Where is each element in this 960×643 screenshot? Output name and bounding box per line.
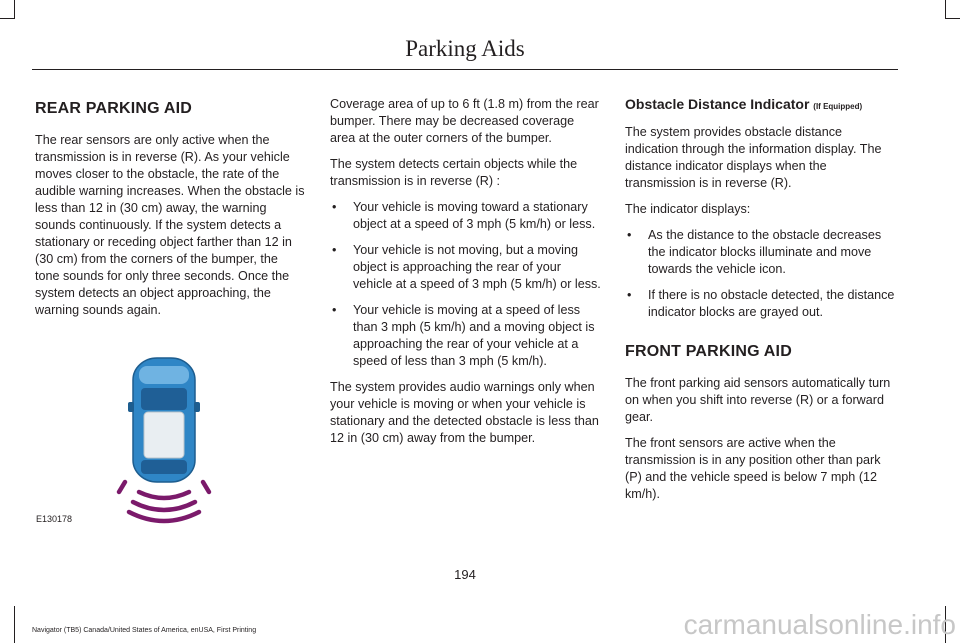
edition-footer: Navigator (TB5) Canada/United States of America, enUSA, First Printing [32, 627, 257, 634]
watermark-link[interactable]: carmanualsonline.info [683, 609, 956, 640]
detection-list [330, 199, 602, 370]
obstacle-indicator-heading [625, 96, 897, 112]
rear-sensor-illustration [35, 346, 305, 530]
list-item: • If there is no obstacle detected, the distance indicator blocks are grayed out. [625, 287, 897, 321]
car-top-view-icon [35, 346, 305, 530]
coverage-text-3: The system provides audio warnings only when your vehicle is moving or when your vehicle is stationary and the detected obstacle is less than 12 in (30 cm) away from the bumper. [330, 380, 599, 445]
obstacle-indicator-title: Obstacle Distance Indicator [625, 96, 810, 112]
crop-mark-top-right [945, 18, 960, 19]
indicator-list [625, 227, 897, 321]
list-item: • Your vehicle is not moving, but a moving object is approaching the rear of your vehicle at a speed of 3 mph (5 km/h) or less. [330, 242, 602, 293]
list-item: • As the distance to the obstacle decreases the indicator blocks illuminate and move towards the vehicle icon. [625, 227, 897, 278]
crop-mark-bottom-left [14, 606, 15, 643]
crop-mark-top-right [945, 0, 946, 18]
figure-code: E130178 [36, 514, 73, 524]
sensor-waves [119, 482, 209, 521]
page-number: 194 [454, 567, 476, 582]
if-equipped-note: (If Equipped) [813, 102, 863, 111]
front-parking-aid-text-2: The front sensors are active when the transmission is in any position other than park (P) and the vehicle speed is below 7 mph (12 km/h). [625, 436, 881, 501]
rear-parking-aid-text: The rear sensors are only active when the transmission is in reverse (R). As your vehicle moves closer to the obstacle, the rate of the audible warning increases. When the obstacle is less than 12 in (30 cm) away, the warning sounds continuously. If the system detects a stationary or receding object farther than 12 in (30 cm) from the corners of the bumper, the tone sounds for only three seconds. Once the system detects an object approaching, the warning sounds again. [35, 133, 305, 317]
column-indicator-front [625, 96, 897, 512]
list-item: • Your vehicle is moving at a speed of less than 3 mph (5 km/h) and a moving object is approaching the rear of your vehicle at a speed of less than 3 mph (5 km/h). [330, 302, 602, 370]
front-parking-aid-text-1: The front parking aid sensors automatically turn on when you shift into reverse (R) or a forward gear. [625, 376, 891, 424]
coverage-text-1: Coverage area of up to 6 ft (1.8 m) from the rear bumper. There may be decreased coverage area at the outer corners of the bumper. [330, 97, 599, 145]
car-body [128, 358, 200, 482]
indicator-text-1: The system provides obstacle distance indication through the information display. The distance indicator displays when the transmission is in reverse (R). [625, 125, 882, 190]
front-parking-aid-heading: FRONT PARKING AID [625, 343, 792, 360]
crop-mark-top-left [0, 18, 15, 19]
list-item: • Your vehicle is moving toward a stationary object at a speed of 3 mph (5 km/h) or less. [330, 199, 602, 233]
rear-parking-aid-heading: REAR PARKING AID [35, 100, 192, 117]
header-divider [32, 69, 898, 70]
column-coverage [330, 96, 602, 456]
column-rear-parking-aid [35, 96, 305, 328]
page-title: Parking Aids [405, 36, 525, 61]
coverage-text-2: The system detects certain objects while the transmission is in reverse (R) : [330, 157, 578, 188]
crop-mark-top-left [14, 0, 15, 18]
indicator-text-2: The indicator displays: [625, 202, 751, 216]
